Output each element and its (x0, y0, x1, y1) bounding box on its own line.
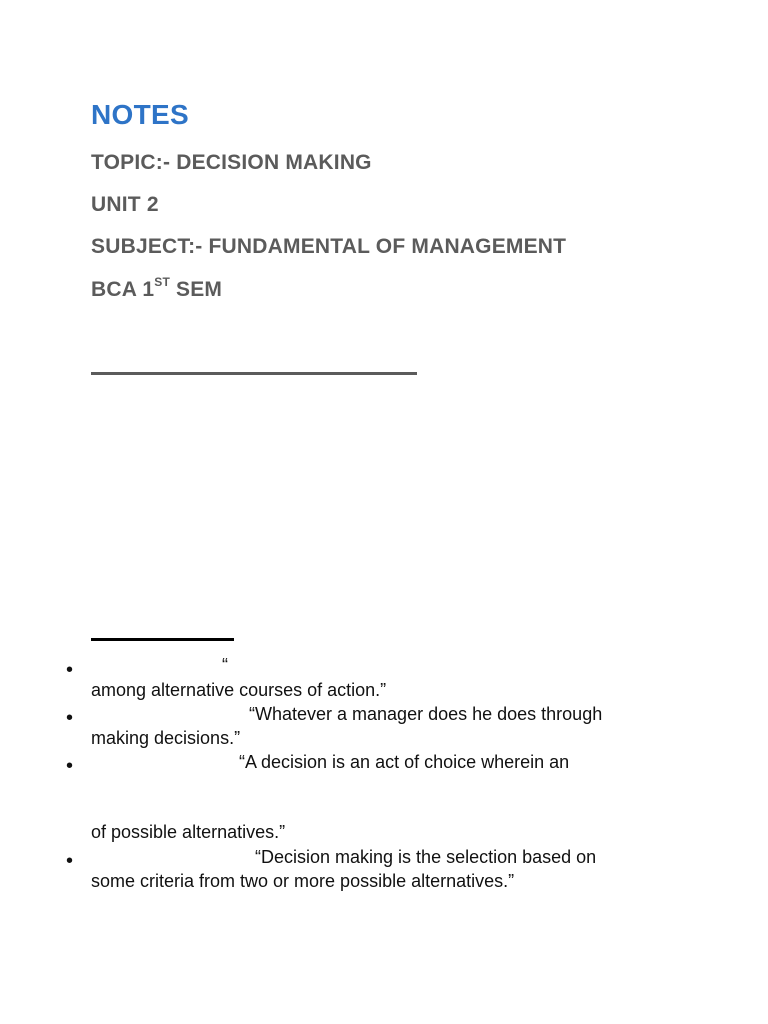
definition-4-line-1: “Decision making is the selection based on (255, 847, 597, 867)
semester-superscript: ST (154, 275, 170, 289)
semester-heading (91, 277, 222, 302)
semester-prefix: BCA 1 (91, 278, 155, 301)
definition-2-line-1: “Whatever a manager does he does through (249, 704, 603, 724)
definition-3-line-2: of possible alternatives.” (91, 822, 286, 842)
topic-heading: TOPIC:- DECISION MAKING (91, 151, 372, 174)
definition-3-line-1: “A decision is an act of choice wherein an (239, 752, 570, 772)
notes-title: NOTES (91, 99, 189, 130)
definition-4-line-2: some criteria from two or more possible alternatives.” (91, 871, 515, 891)
section-underline (91, 638, 234, 641)
definition-1-line-1: “ (222, 655, 228, 675)
divider-line (91, 372, 417, 375)
semester-suffix: SEM (169, 278, 223, 301)
bullet-icon: • (66, 707, 74, 729)
bullet-icon: • (66, 850, 74, 872)
definition-1-line-2: among alternative courses of action.” (91, 680, 387, 700)
definition-2-line-2: making decisions.” (91, 728, 241, 748)
unit-heading: UNIT 2 (91, 193, 159, 216)
subject-heading: SUBJECT:- FUNDAMENTAL OF MANAGEMENT (91, 235, 567, 258)
bullet-icon: • (66, 755, 74, 777)
bullet-icon: • (66, 659, 74, 681)
